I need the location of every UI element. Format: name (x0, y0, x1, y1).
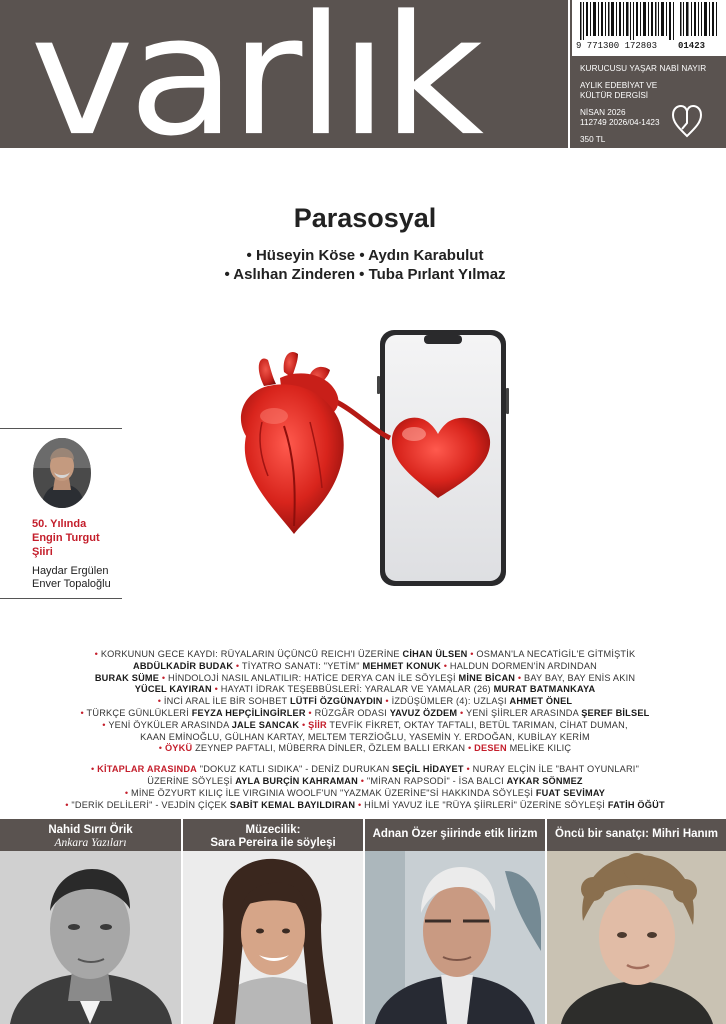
contents-line: • İNCİ ARAL İLE BİR SOHBET LÜTFİ ÖZGÜNAYDIN • İZDÜŞÜMLER (4): UZLAŞI AHMET ÖNEL (157, 696, 573, 707)
anatomical-heart (241, 352, 344, 534)
description-line: AYLIK EDEBİYAT VE (580, 80, 658, 90)
sidebar-title-line: Engin Turgut (32, 532, 100, 544)
contents-line: • "DERİK DELİLERİ" - VEJDİN ÇİÇEK SABİT KEMAL BAYILDIRAN • HİLMİ YAVUZ İLE "RÜYA ŞİİRLERİ" ÜZERİNE SÖYLEŞİ FATİH ÖĞÜT (65, 799, 665, 810)
panel-caption (0, 819, 181, 851)
panel-subtitle: Ankara Yazıları (54, 837, 127, 849)
feature-panel (365, 819, 545, 1024)
heart-logo-icon (670, 103, 704, 139)
contents-line: • MİNE ÖZYURT KILIÇ İLE VIRGINIA WOOLF'UN "YAZMAK ÜZERİNE"Sİ HAKKINDA SÖYLEŞİ FUAT SEVİMAY (124, 787, 606, 798)
feature-panel (183, 819, 363, 1024)
panel-title: Adnan Özer şiirinde etik lirizm (372, 828, 538, 840)
feature-panel (547, 819, 726, 1024)
feature-panel (0, 819, 181, 1024)
sidebar-title-line: Şiiri (32, 546, 53, 558)
barcode-number: 9 771300 172803 (576, 41, 658, 51)
panel-subtitle: Sara Pereira ile söyleşi (210, 837, 336, 849)
sidebar-authors (32, 565, 111, 591)
masthead (0, 0, 726, 148)
issue-month: NİSAN 2026 (580, 107, 626, 117)
issue-number: 112749 2026/04-1423 (580, 118, 660, 127)
cover-authors: • Hüseyin Köse • Aydın Karabulut (246, 247, 484, 264)
description-line: KÜLTÜR DERGİSİ (580, 91, 649, 100)
barcode (572, 0, 726, 56)
sidebar-title-line: 50. Yılında (32, 518, 87, 530)
price: 350 TL (580, 134, 606, 144)
contents-line: KAAN EMİNOĞLU, GÜLHAN KARTAY, MELTEM TERZİOĞLU, YASEMİN Y. ERDOĞAN, KUBİLAY KERİM (140, 731, 590, 742)
cover-title: Parasosyal (293, 203, 437, 233)
contents-line: • YENİ ÖYKÜLER ARASINDA JALE SANCAK • ŞİİR TEVFİK FİKRET, OKTAY TAFTALI, BETÜL TARIMAN, CİHAT DUMAN, (102, 719, 628, 730)
panel-title: Öncü bir sanatçı: Mihri Hanım (555, 828, 718, 840)
contents-line: • ÖYKÜ ZEYNEP PAFTALI, MÜBERRA DİNLER, ÖZLEM BALLI ERKAN • DESEN MELİKE KILIÇ (158, 743, 572, 754)
cover-authors: • Aslıhan Zinderen • Tuba Pırlant Yılmaz (224, 266, 506, 283)
sidebar-portrait (33, 438, 91, 508)
contents-line: ÜZERİNE SÖYLEŞİ AYLA BURÇİN KAHRAMAN • "MİRAN RAPSODİ" - İSA BALCI AYKAR SÖNMEZ (147, 775, 583, 786)
sidebar-rule (0, 428, 122, 429)
contents-line: • TÜRKÇE GÜNLÜKLERİ FEYZA HEPÇİLİNGİRLER • RÜZGÂR ODASI YAVUZ ÖZDEM • YENİ ŞİİRLER ARASINDA ŞEREF BİLSEL (80, 707, 650, 718)
sidebar-author: Haydar Ergülen (32, 565, 109, 577)
contents-line: • KİTAPLAR ARASINDA "DOKUZ KATLI SIDIKA" - DENİZ DURUKAN SEÇİL HİDAYET • NURAY ELÇİN İLE "BAHT OYUNLARI" (90, 764, 640, 775)
panel-caption (365, 819, 545, 851)
sidebar-title (32, 517, 100, 559)
barcode-bars (580, 2, 718, 40)
founder-line: KURUCUSU YAŞAR NABİ NAYIR (580, 64, 707, 73)
contents-gap (20, 755, 710, 764)
contents-line: • KORKUNUN GECE KAYDI: RÜYALARIN ÜÇÜNCÜ REICH'I ÜZERİNE CİHAN ÜLSEN • OSMAN'LA NECATİGİL'E GİTMİŞTİK (94, 649, 636, 659)
panel-photo (547, 851, 726, 1024)
panel-caption (547, 819, 726, 851)
panel-photo (365, 851, 545, 1024)
sidebar-rule (0, 598, 122, 599)
masthead-divider (568, 0, 570, 148)
panel-photo (0, 851, 181, 1024)
magazine-logo: varlık (30, 0, 479, 148)
table-of-contents (20, 649, 710, 811)
panel-caption (183, 819, 363, 851)
magazine-description (580, 81, 720, 102)
barcode-addon-number: 01423 (678, 41, 706, 51)
feature-panels (0, 819, 726, 1024)
sidebar-author: Enver Topaloğlu (32, 578, 111, 590)
contents-line: ABDÜLKADİR BUDAK • TİYATRO SANATI: "YETİM" MEHMET KONUK • HALDUN DORMEN'İN ARDINDAN (132, 660, 597, 671)
contents-line: YÜCEL KAYIRAN • HAYATI İDRAK TEŞEBBÜSLERİ: YARALAR VE YAMALAR (26) MURAT BATMANKAYA (134, 684, 596, 695)
panel-photo (183, 851, 363, 1024)
panel-title: Nahid Sırrı Örik (48, 824, 133, 836)
heart-phone-illustration (224, 326, 514, 588)
panel-title: Müzecilik: (245, 824, 301, 836)
contents-line: BURAK SÜME • HİNDOLOJİ NASIL ANLATILIR: HATİCE DERYA CAN İLE SÖYLEŞİ MİNE BİCAN • BAY BAY, BAY ENİS AKIN (94, 672, 636, 683)
